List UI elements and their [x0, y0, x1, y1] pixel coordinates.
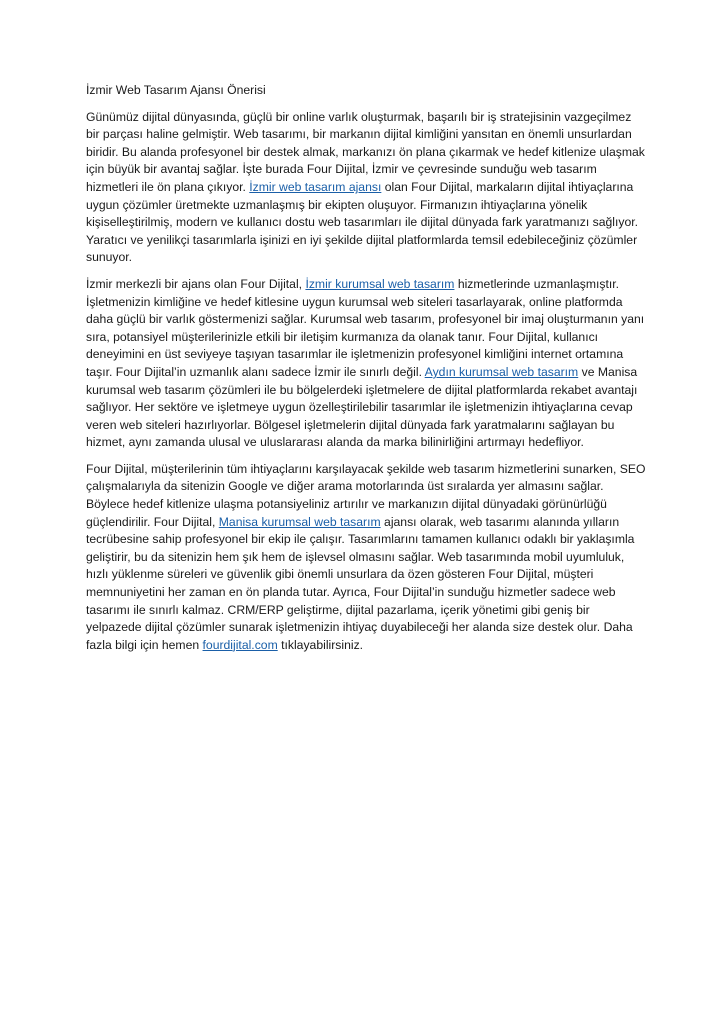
document-page: [86, 82, 646, 663]
paragraph-1-text-2: olan Four Dijital, markaların dijital ihtiyaçlarına uygun çözümler üretmekte uzmanlaşmış bir ekipten oluşuyor. Firmanızın ihtiyaçlarına yönelik kişiselleştirilmiş, modern ve kullanıcı dostu web tasarımları ile dijital dünyada fark yaratmanızı sağlıyor. Yaratıcı ve yenilikçi tasarımlarla işinizi en iyi şekilde dijital platformlarda temsil edebileceğiniz çözümler sunuyor.: [86, 179, 639, 265]
paragraph-2: [86, 276, 646, 452]
paragraph-3-text-2: ajansı olarak, web tasarımı alanında yılların tecrübesine sahip profesyonel bir ekip ile çalışır. Tasarımlarını tamamen kullanıcı odaklı bir yaklaşımla geliştirir, bu da sitenizin hem şık hem de işlevsel olmasını sağlar. Web tasarımında mobil uyumluluk, hızlı yüklenme süreleri ve güvenlik gibi önemli unsurlara da özen gösteren Four Dijital, müşteri memnuniyetini her zaman en ön planda tutar. Ayrıca, Four Dijital’in sunduğu hizmetler sadece web tasarımı ile sınırlı kalmaz. CRM/ERP geliştirme, dijital pazarlama, içerik yönetimi gibi geniş bir yelpazede dijital çözümler sunarak işletmenizin ihtiyaç duyabileceği her alanda size destek olur. Daha fazla bilgi için hemen: [86, 514, 635, 652]
paragraph-3-text-1: Four Dijital, müşterilerinin tüm ihtiyaçlarını karşılayacak şekilde web tasarım hizmetlerini sunarken, SEO çalışmalarıyla da sitenizin Google ve diğer arama motorlarında üst sıralarda yer almasını sağlar. Böylece hedef kitlenize ulaşma potansiyeliniz artırılır ve markanızın dijital dünyadaki görünürlüğü güçlendirilir. Four Dijital,: [86, 461, 646, 529]
paragraph-2-text-1: İzmir merkezli bir ajans olan Four Dijital,: [86, 276, 306, 291]
link-aydin-kurumsal-web-tasarim[interactable]: Aydın kurumsal web tasarım: [424, 364, 579, 379]
paragraph-2-text-3: ve Manisa kurumsal web tasarım çözümleri ile bu bölgelerdeki işletmelere de dijital platformlarda rekabet avantajı sağlıyor. Her sektöre ve işletmeye uygun özelleştirilebilir tasarımlar ile işletmenizin ihtiyaçlarına cevap veren web siteleri hazırlıyorlar. Bölgesel işletmelerin dijital dünyada fark yaratmalarını sağlayan bu hizmet, aynı zamanda ulusal ve uluslararası alanda da marka bilinirliğini artırmayı hedefliyor.: [86, 364, 638, 450]
link-izmir-web-tasarim-ajansi[interactable]: İzmir web tasarım ajansı: [249, 179, 382, 194]
paragraph-1: [86, 109, 646, 267]
link-izmir-kurumsal-web-tasarim[interactable]: İzmir kurumsal web tasarım: [305, 276, 455, 291]
link-manisa-kurumsal-web-tasarim[interactable]: Manisa kurumsal web tasarım: [218, 514, 381, 529]
paragraph-1-text-1: Günümüz dijital dünyasında, güçlü bir online varlık oluşturmak, başarılı bir iş stratejisinin vazgeçilmez bir parçası haline gelmiştir. Web tasarımı, bir markanın dijital kimliğini yansıtan en önemli unsurlardan biridir. Bu alanda profesyonel bir destek almak, markanızı ön plana çıkarmak ve hedef kitlenize ulaşmak için büyük bir avantaj sağlar. İşte burada Four Dijital, İzmir ve çevresinde sunduğu web tasarım hizmetleri ile ön plana çıkıyor.: [86, 109, 645, 194]
paragraph-2-text-2: hizmetlerinde uzmanlaşmıştır. İşletmenizin kimliğine ve hedef kitlesine uygun kurumsal web siteleri tasarlayarak, online platformda daha güçlü bir varlık göstermenizi sağlar. Kurumsal web tasarım, profesyonel bir imaj oluşturmanın yanı sıra, potansiyel müşterilerinizle etkili bir iletişim kurmanıza da olanak tanır. Four Dijital, kullanıcı deneyimini en üst seviyeye taşıyan tasarımlar ile işletmenizin profesyonel kimliğini internet ortamına taşır. Four Dijital’in uzmanlık alanı sadece İzmir ile sınırlı değil.: [86, 276, 645, 379]
paragraph-3: [86, 461, 646, 655]
document-title: İzmir Web Tasarım Ajansı Önerisi: [86, 83, 266, 97]
paragraph-3-text-3: tıklayabilirsiniz.: [277, 637, 364, 652]
link-fourdijital-com[interactable]: fourdijital.com: [202, 637, 278, 652]
